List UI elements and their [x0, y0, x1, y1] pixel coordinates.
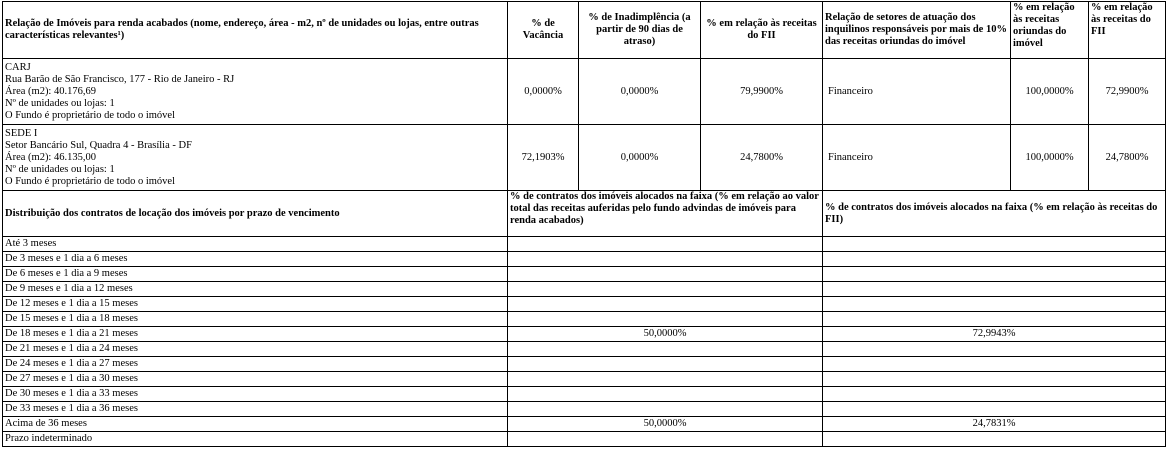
table-row [3, 297, 1166, 312]
property-name: SEDE I [5, 127, 38, 139]
property-description [3, 59, 508, 125]
table-row [3, 387, 1166, 402]
range-label: De 27 meses e 1 dia a 30 meses [3, 372, 508, 387]
range-total-value: 50,0000% [508, 417, 823, 432]
range-label: Acima de 36 meses [3, 417, 508, 432]
property-inadimplencia: 0,0000% [579, 59, 701, 125]
property-ownership: O Fundo é proprietário de todo o imóvel [5, 109, 176, 121]
property-units: Nº de unidades ou lojas: 1 [5, 163, 115, 175]
header-imoveis: Relação de Imóveis para renda acabados (nome, endereço, área - m2, nº de unidades ou lojas, entre outras características relevantes¹) [3, 2, 508, 59]
property-vacancia: 72,1903% [508, 125, 579, 191]
table-row [3, 237, 1166, 252]
range-total-value [508, 372, 823, 387]
property-receitas-imovel: 100,0000% [1011, 59, 1089, 125]
range-fii-value [823, 237, 1166, 252]
range-fii-value [823, 252, 1166, 267]
table-row [3, 252, 1166, 267]
property-setor: Financeiro [823, 125, 1011, 191]
range-fii-value [823, 402, 1166, 417]
property-address: Rua Barão de São Francisco, 177 - Rio de Janeiro - RJ [5, 73, 235, 85]
range-label: De 24 meses e 1 dia a 27 meses [3, 357, 508, 372]
range-fii-value [823, 342, 1166, 357]
range-fii-value [823, 387, 1166, 402]
property-ownership: O Fundo é proprietário de todo o imóvel [5, 175, 176, 187]
header-row [3, 2, 1166, 59]
distribution-header-row [3, 191, 1166, 237]
imoveis-table [2, 1, 1166, 447]
range-label: Até 3 meses [3, 237, 508, 252]
range-label: De 18 meses e 1 dia a 21 meses [3, 327, 508, 342]
property-area: Área (m2): 40.176,69 [5, 85, 96, 97]
range-fii-value [823, 297, 1166, 312]
table-row [3, 327, 1166, 342]
property-row [3, 125, 1166, 191]
range-total-value [508, 237, 823, 252]
table-row [3, 267, 1166, 282]
range-total-value [508, 252, 823, 267]
range-total-value [508, 297, 823, 312]
property-receitas-fii: 24,7800% [1089, 125, 1166, 191]
range-total-value [508, 387, 823, 402]
range-fii-value: 72,9943% [823, 327, 1166, 342]
header-setores: Relação de setores de atuação dos inquilinos responsáveis por mais de 10% das receitas oriundas do imóvel [823, 2, 1011, 59]
table-row [3, 312, 1166, 327]
property-name: CARJ [5, 61, 31, 73]
header-faixa-fii: % de contratos dos imóveis alocados na faixa (% em relação às receitas do FII) [823, 191, 1166, 237]
table-row [3, 417, 1166, 432]
range-total-value [508, 432, 823, 447]
table-row [3, 372, 1166, 387]
range-total-value [508, 357, 823, 372]
range-total-value [508, 267, 823, 282]
table-row [3, 342, 1166, 357]
range-label: Prazo indeterminado [3, 432, 508, 447]
range-fii-value [823, 312, 1166, 327]
range-fii-value: 24,7831% [823, 417, 1166, 432]
property-receitas-fii: 72,9900% [1089, 59, 1166, 125]
table-row [3, 432, 1166, 447]
property-area: Área (m2): 46.135,00 [5, 151, 96, 163]
table-row [3, 357, 1166, 372]
property-receitas: 79,9900% [701, 59, 823, 125]
header-faixa-total: % de contratos dos imóveis alocados na faixa (% em relação ao valor total das receitas auferidas pelo fundo advindas de imóveis para renda acabados) [508, 191, 823, 237]
range-total-value: 50,0000% [508, 327, 823, 342]
table-row [3, 402, 1166, 417]
header-receitas: % em relação às receitas do FII [701, 2, 823, 59]
range-total-value [508, 402, 823, 417]
property-inadimplencia: 0,0000% [579, 125, 701, 191]
range-total-value [508, 312, 823, 327]
range-label: De 15 meses e 1 dia a 18 meses [3, 312, 508, 327]
property-row [3, 59, 1166, 125]
range-fii-value [823, 372, 1166, 387]
range-label: De 30 meses e 1 dia a 33 meses [3, 387, 508, 402]
property-setor: Financeiro [823, 59, 1011, 125]
range-label: De 12 meses e 1 dia a 15 meses [3, 297, 508, 312]
range-label: De 21 meses e 1 dia a 24 meses [3, 342, 508, 357]
range-label: De 33 meses e 1 dia a 36 meses [3, 402, 508, 417]
range-fii-value [823, 282, 1166, 297]
property-description [3, 125, 508, 191]
range-fii-value [823, 357, 1166, 372]
property-receitas-imovel: 100,0000% [1011, 125, 1089, 191]
range-label: De 3 meses e 1 dia a 6 meses [3, 252, 508, 267]
header-vacancia: % de Vacância [508, 2, 579, 59]
property-address: Setor Bancário Sul, Quadra 4 - Brasília - DF [5, 139, 192, 151]
table-row [3, 282, 1166, 297]
property-receitas: 24,7800% [701, 125, 823, 191]
header-inadimplencia: % de Inadimplência (a partir de 90 dias de atraso) [579, 2, 701, 59]
property-units: Nº de unidades ou lojas: 1 [5, 97, 115, 109]
distribution-rows [3, 237, 1166, 447]
distribution-title: Distribuição dos contratos de locação dos imóveis por prazo de vencimento [3, 191, 508, 237]
range-fii-value [823, 432, 1166, 447]
header-receitas-fii: % em relação às receitas do FII [1089, 2, 1166, 59]
range-label: De 9 meses e 1 dia a 12 meses [3, 282, 508, 297]
range-total-value [508, 282, 823, 297]
property-vacancia: 0,0000% [508, 59, 579, 125]
range-fii-value [823, 267, 1166, 282]
range-label: De 6 meses e 1 dia a 9 meses [3, 267, 508, 282]
range-total-value [508, 342, 823, 357]
header-receitas-imovel: % em relação às receitas oriundas do imóvel [1011, 2, 1089, 59]
